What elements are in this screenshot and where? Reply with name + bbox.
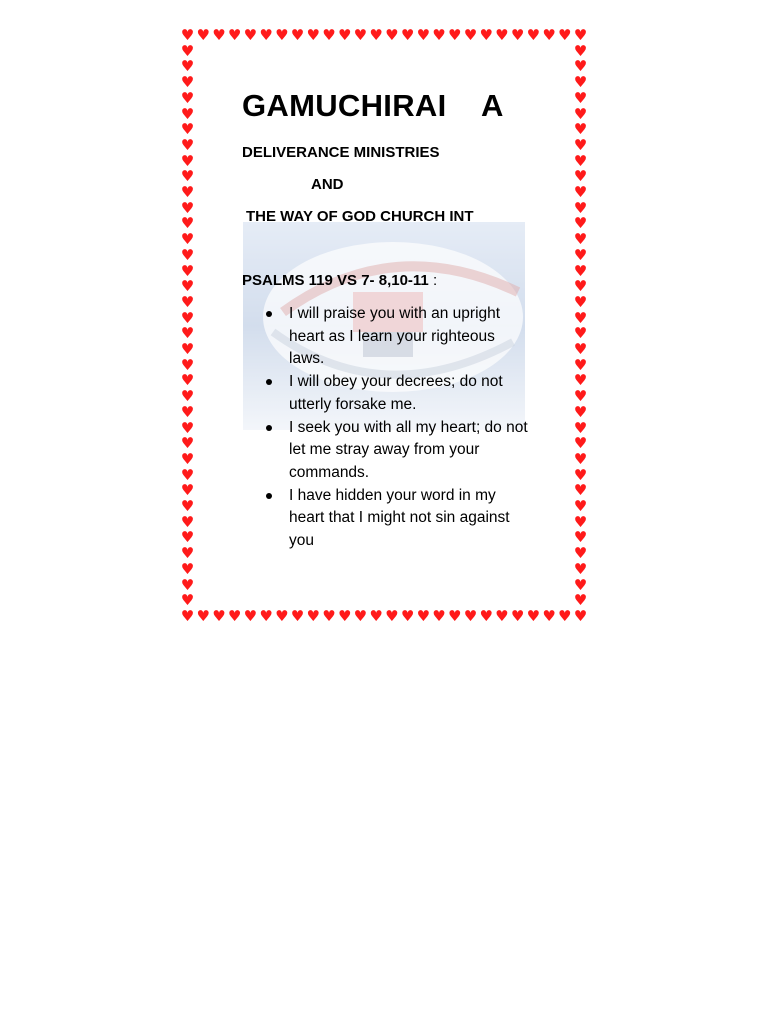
church-name: THE WAY OF GOD CHURCH INT [246,208,474,225]
heart-icon: ♥ [180,120,195,139]
heart-icon: ♥ [180,198,195,217]
heart-icon: ♥ [322,26,336,44]
heart-icon: ♥ [180,277,195,296]
heart-icon: ♥ [510,26,525,44]
heart-icon: ♥ [573,481,588,500]
bullet-dot-icon [266,493,272,499]
heart-icon: ♥ [573,575,588,594]
heart-icon: ♥ [573,167,588,186]
heart-icon: ♥ [385,607,399,625]
ministry-name: DELIVERANCE MINISTRIES [242,144,440,161]
heart-icon: ♥ [180,434,195,453]
heart-icon: ♥ [495,26,509,44]
heart-icon: ♥ [573,371,588,390]
heart-icon: ♥ [416,26,431,44]
heart-icon: ♥ [353,607,368,625]
heart-icon: ♥ [573,591,588,610]
heart-icon: ♥ [180,465,195,484]
verse-text: I will praise you with an upright heart as I learn your righteous laws. [289,305,501,367]
heart-icon: ♥ [573,41,588,60]
heart-icon: ♥ [573,151,588,170]
heart-icon: ♥ [573,104,588,123]
heart-icon: ♥ [400,26,415,44]
verse-item [242,303,532,371]
heart-icon: ♥ [290,26,305,44]
heart-icon: ♥ [573,544,588,563]
heart-icon: ♥ [573,261,588,280]
heart-icon: ♥ [180,88,195,107]
heart-icon: ♥ [180,57,195,76]
page-title: GAMUCHIRAI A [242,88,504,123]
heart-icon: ♥ [180,73,195,92]
heart-icon: ♥ [180,607,195,625]
heart-icon: ♥ [180,402,195,421]
heart-icon: ♥ [463,607,478,625]
heart-icon: ♥ [573,355,588,374]
heart-icon: ♥ [259,26,273,44]
heart-icon: ♥ [180,418,195,437]
heart-icon: ♥ [573,245,588,264]
heart-icon: ♥ [353,26,368,44]
heart-icon: ♥ [558,26,572,44]
verse-item [242,417,532,485]
heart-icon: ♥ [243,607,258,625]
heart-icon: ♥ [573,57,588,76]
heart-icon: ♥ [322,607,336,625]
scripture-reference: PSALMS 119 VS 7- 8,10-11 [242,272,429,289]
heart-icon: ♥ [212,607,226,625]
heart-icon: ♥ [448,26,462,44]
heart-icon: ♥ [573,88,588,107]
heart-icon: ♥ [573,214,588,233]
heart-icon: ♥ [573,308,588,327]
heart-icon: ♥ [180,355,195,374]
bullet-dot-icon [266,425,272,431]
heart-icon: ♥ [479,26,493,44]
heart-icon: ♥ [306,26,320,44]
heart-icon: ♥ [510,607,525,625]
heart-icon: ♥ [180,292,195,311]
heart-icon: ♥ [180,183,195,202]
heart-icon: ♥ [180,559,195,578]
heart-icon: ♥ [573,230,588,249]
bullet-dot-icon [266,379,272,385]
heart-icon: ♥ [558,607,572,625]
scripture-reference-line [242,272,437,289]
heart-icon: ♥ [573,135,588,154]
heart-icon: ♥ [573,512,588,531]
heart-icon: ♥ [180,371,195,390]
heart-icon: ♥ [495,607,509,625]
heart-icon: ♥ [180,261,195,280]
heart-icon: ♥ [180,575,195,594]
heart-icon: ♥ [573,607,588,625]
heart-icon: ♥ [180,387,195,406]
verse-item [242,485,532,553]
heart-icon: ♥ [180,340,195,359]
heart-icon: ♥ [275,26,289,44]
heart-icon: ♥ [180,151,195,170]
heart-icon: ♥ [180,41,195,60]
heart-icon: ♥ [573,497,588,516]
heart-icon: ♥ [542,607,556,625]
heart-icon: ♥ [180,135,195,154]
heart-icon: ♥ [306,607,320,625]
heart-icon: ♥ [290,607,305,625]
heart-icon: ♥ [400,607,415,625]
heart-icon: ♥ [573,120,588,139]
heart-icon: ♥ [573,559,588,578]
bullet-dot-icon [266,311,272,317]
heart-icon: ♥ [573,340,588,359]
heart-icon: ♥ [573,277,588,296]
heart-icon: ♥ [416,607,431,625]
heart-icon: ♥ [180,214,195,233]
heart-icon: ♥ [573,26,588,44]
verse-item [242,371,532,416]
heart-icon: ♥ [180,230,195,249]
heart-icon: ♥ [432,26,446,44]
heart-icon: ♥ [180,167,195,186]
heart-icon: ♥ [573,387,588,406]
heart-icon: ♥ [180,497,195,516]
heart-icon: ♥ [573,198,588,217]
heart-icon: ♥ [227,607,242,625]
heart-icon: ♥ [573,183,588,202]
verse-text: I seek you with all my heart; do not let me stray away from your commands. [289,418,528,481]
heart-icon: ♥ [542,26,556,44]
heart-icon: ♥ [385,26,399,44]
conjunction-text: AND [311,176,344,193]
heart-icon: ♥ [573,292,588,311]
heart-icon: ♥ [180,544,195,563]
heart-icon: ♥ [337,26,352,44]
heart-icon: ♥ [259,607,273,625]
heart-icon: ♥ [180,26,195,44]
heart-icon: ♥ [180,512,195,531]
heart-icon: ♥ [573,434,588,453]
heart-icon: ♥ [212,26,226,44]
heart-icon: ♥ [573,418,588,437]
heart-icon: ♥ [479,607,493,625]
heart-icon: ♥ [526,607,541,625]
heart-icon: ♥ [573,528,588,547]
heart-icon: ♥ [180,324,195,343]
heart-icon: ♥ [196,607,210,625]
heart-icon: ♥ [573,402,588,421]
heart-icon: ♥ [275,607,289,625]
heart-icon: ♥ [463,26,478,44]
reference-separator: : [428,272,438,289]
heart-icon: ♥ [180,528,195,547]
heart-icon: ♥ [526,26,541,44]
heart-icon: ♥ [369,26,383,44]
heart-icon: ♥ [196,26,210,44]
heart-icon: ♥ [180,308,195,327]
heart-icon: ♥ [432,607,446,625]
heart-icon: ♥ [573,73,588,92]
heart-icon: ♥ [369,607,383,625]
heart-icon: ♥ [227,26,242,44]
heart-icon: ♥ [180,481,195,500]
heart-icon: ♥ [573,324,588,343]
heart-icon: ♥ [337,607,352,625]
verse-list [242,303,532,553]
verse-text: I have hidden your word in my heart that I might not sin against you [289,486,510,549]
heart-icon: ♥ [573,449,588,468]
heart-icon: ♥ [180,591,195,610]
heart-icon: ♥ [573,465,588,484]
heart-icon: ♥ [180,104,195,123]
heart-icon: ♥ [243,26,258,44]
heart-icon: ♥ [180,449,195,468]
heart-icon: ♥ [180,245,195,264]
heart-icon: ♥ [448,607,462,625]
verse-text: I will obey your decrees; do not utterly forsake me. [289,373,503,413]
